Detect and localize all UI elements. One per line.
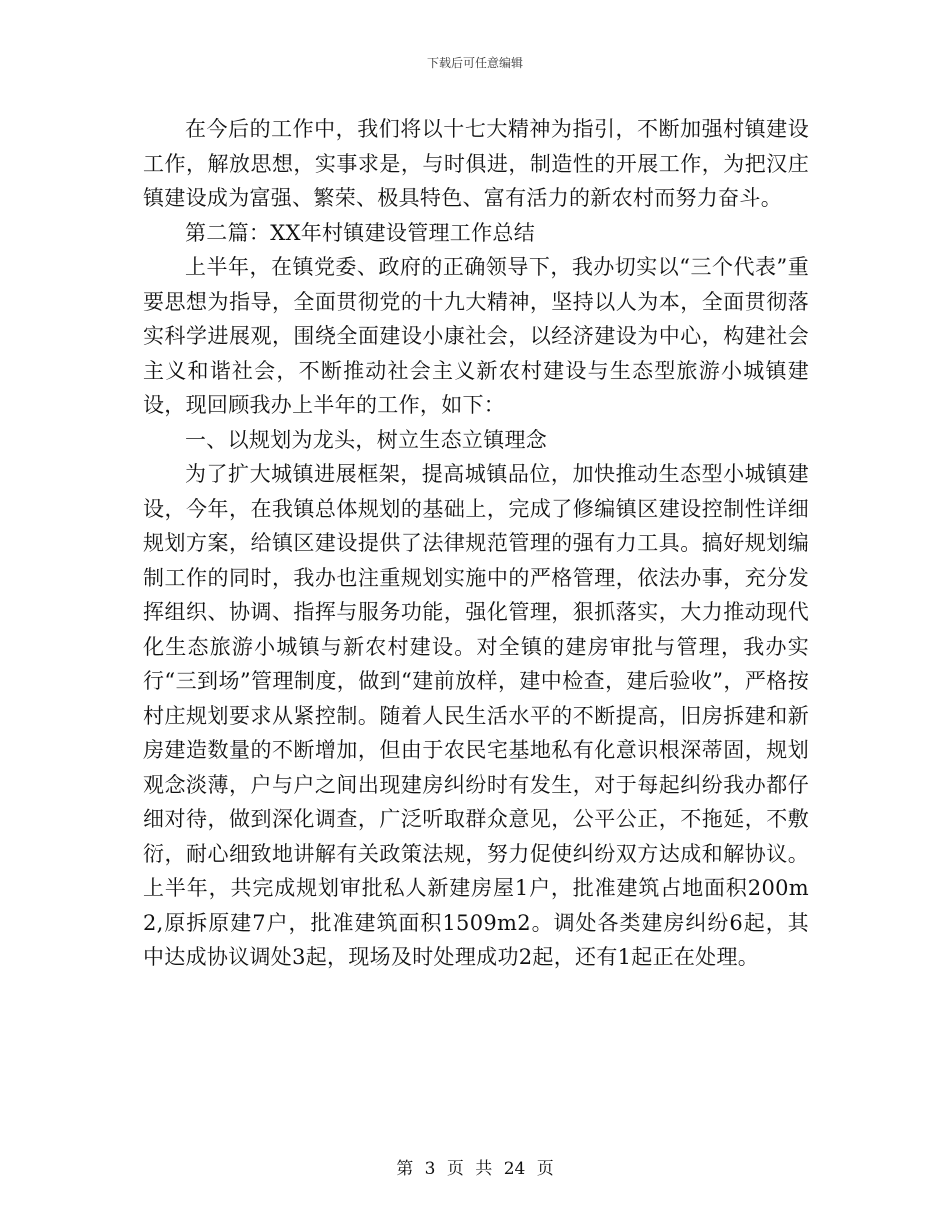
subsection-heading: 一、以规划为龙头，树立生态立镇理念 xyxy=(185,427,548,452)
paragraph-closing: 在今后的工作中，我们将以十七大精神为指引，不断加强村镇建设工作，解放思想，实事求是，与时俱进，制造性的开展工作，为把汉庄镇建设成为富强、繁荣、极具特色、富有活力的新农村而努力奋斗。 xyxy=(143,117,809,210)
paragraph-planning: 为了扩大城镇进展框架，提高城镇品位，加快推动生态型小城镇建设，今年，在我镇总体规划的基础上，完成了修编镇区建设控制性详细规划方案，给镇区建设提供了法律规范管理的强有力工具。搞好规划编制工作的同时，我办也注重规划实施中的严格管理，依法办事，充分发挥组织、协调、指挥与服务功能，强化管理，狠抓落实，大力推动现代化生态旅游小城镇与新农村建设。对全镇的建房审批与管理，我办实行“三到场”管理制度，做到“建前放样，建中检查，建后验收”，严格按村庄规划要求从紧控制。随着人民生活水平的不断提高，旧房拆建和新房建造数量的不断增加，但由于农民宅基地私有化意识根深蒂固，规划观念淡薄，户与户之间出现建房纠纷时有发生，对于每起纠纷我办都仔细对待，做到深化调查，广泛听取群众意见，公平公正，不拖延，不敷衍，耐心细致地讲解有关政策法规，努力促使纠纷双方达成和解协议。上半年，共完成规划审批私人新建房屋1户，批准建筑占地面积200m2,原拆原建7户，批准建筑面积1509m2。调处各类建房纠纷6起，其中达成协议调处3起，现场及时处理成功2起，还有1起正在处理。 xyxy=(143,462,809,969)
section-title: 第二篇：XX年村镇建设管理工作总结 xyxy=(185,220,535,245)
page-number: 第 3 页 共 24 页 xyxy=(396,1159,554,1179)
paragraph-intro: 上半年，在镇党委、政府的正确领导下，我办切实以“三个代表”重要思想为指导，全面贯彻党的十九大精神，坚持以人为本，全面贯彻落实科学进展观，围绕全面建设小康社会，以经济建设为中心，构建社会主义和谐社会，不断推动社会主义新农村建设与生态型旅游小城镇建设，现回顾我办上半年的工作，如下： xyxy=(143,255,809,417)
document-body xyxy=(143,112,809,975)
page-header: 下载后可任意编辑 xyxy=(426,56,523,70)
